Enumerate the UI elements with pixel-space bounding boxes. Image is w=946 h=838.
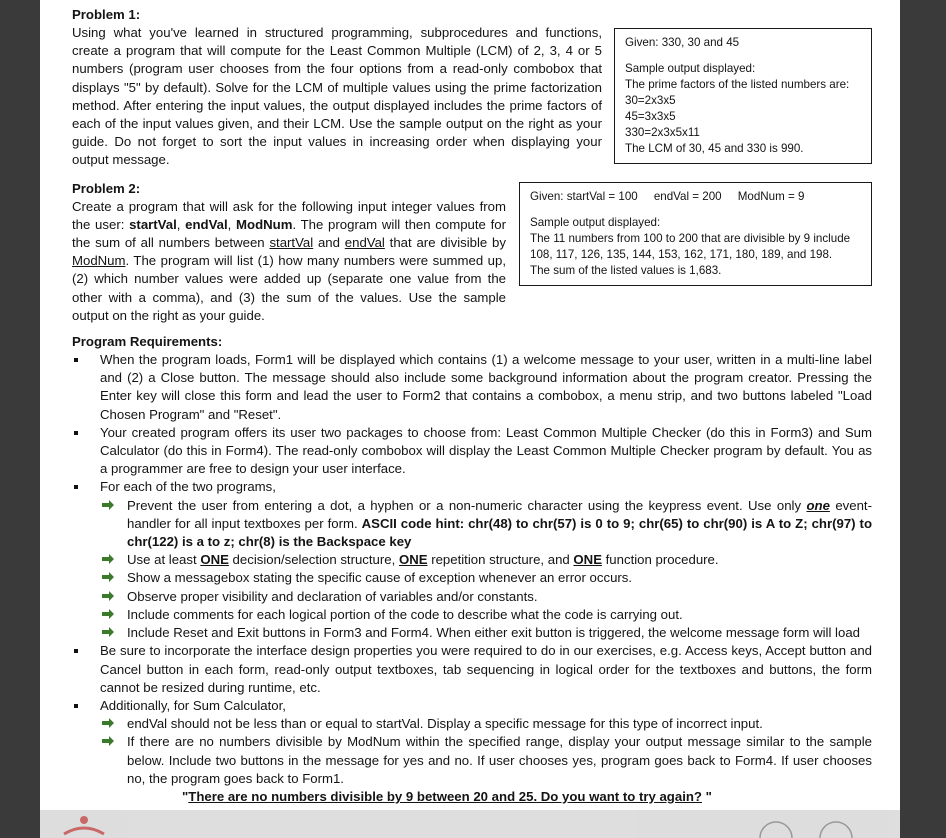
requirement-item: Additionally, for Sum Calculator, endVal should not be less than or equal to startVal. Display a specific message for this type of incorrect input. If there are no numbers divisible by ModNum within the specified range, display your output message similar to the sample below. Include two buttons in the message for yes and no. If user chooses yes, program goes back to Form4. If user chooses no, the program goes back to Form1. <box>72 697 872 788</box>
sub-requirements-list <box>100 497 872 643</box>
requirements-list <box>72 351 872 788</box>
square-bullet-icon <box>74 649 78 653</box>
problem1-text: Using what you've learned in structured programming, subprocedures and functions, create a program that will compute for the Least Common Multiple (LCM) of 2, 3, 4 or 5 numbers (program user chooses from the four options from a read-only combobox that displays "5" by default). Solve for the LCM of multiple values using the prime factorization method. After entering the input values, the output displayed includes the prime factors of each of the input values given, and their LCM. Use the sample output on the right as your guide. Do not forget to sort the input values in increasing order when displaying your output message. <box>72 25 602 168</box>
arrow-bullet-icon <box>101 626 115 638</box>
arrow-bullet-icon <box>101 553 115 565</box>
problem1-title: Problem 1: <box>72 7 141 22</box>
square-bullet-icon <box>74 485 78 489</box>
requirements-section <box>72 333 872 806</box>
problem2-sample-box <box>519 182 872 286</box>
problem2-title: Problem 2: <box>72 180 141 196</box>
sub-requirements-list <box>100 715 872 788</box>
problem1-sample-box <box>614 28 872 164</box>
problem1-sample-line: The LCM of 30, 45 and 330 is 990. <box>625 142 804 155</box>
requirement-item: Be sure to incorporate the interface design properties you were required to do in our exercises, e.g. Access keys, Accept button and Cancel button in each form, read-only output textboxes, tab sequencing in logical order for the textboxes and buttons, the form cannot be resized during runtime, etc. <box>72 642 872 697</box>
problem2-sample-line: The sum of the listed values is 1,683. <box>530 263 722 277</box>
sample-message-quote: "There are no numbers divisible by 9 between 20 and 25. Do you want to try again? " <box>182 788 712 804</box>
problem2-given: Given: startVal = 100 endVal = 200 ModNum = 9 <box>530 189 805 203</box>
arrow-bullet-icon <box>101 735 115 747</box>
sub-requirement-item: Show a messagebox stating the specific cause of exception whenever an error occurs. <box>100 569 872 587</box>
arrow-bullet-icon <box>101 717 115 729</box>
arrow-bullet-icon <box>101 590 115 602</box>
problem1-section <box>72 6 872 170</box>
page-footer-band <box>40 810 900 838</box>
problem2-text: Create a program that will ask for the following input integer values from the user: startVal, endVal, ModNum. The program will then compute for the sum of all numbers between startVal and endVal that are divisible by ModNum. The program will list (1) how many numbers were summed up, (2) which number values were added up (separate one value from the other with a comma), and (3) the sum of the values. Use the sample output on the right as your guide. <box>72 198 506 323</box>
problem2-sample-label: Sample output displayed: <box>530 215 661 229</box>
square-bullet-icon <box>74 431 78 435</box>
sub-requirement-item: Prevent the user from entering a dot, a hyphen or a non-numeric character using the keypress event. Use only one event-handler for all input textboxes per form. ASCII code hint: chr(48) to chr(57) is 0 to 9; chr(65) to chr(90) is A to Z; chr(97) to chr(122) is a to z; chr(8) is the Backspace key <box>100 497 872 552</box>
problem1-given: Given: 330, 30 and 45 <box>625 36 740 49</box>
problem1-sample-line: 30=2x3x5 <box>625 94 676 107</box>
arrow-bullet-icon <box>101 499 115 511</box>
square-bullet-icon <box>74 358 78 362</box>
requirement-item: For each of the two programs, Prevent the user from entering a dot, a hyphen or a non-numeric character using the keypress event. Use only one event-handler for all input textboxes per form. ASCII code hint: chr(48) to chr(57) is 0 to 9; chr(65) to chr(90) is A to Z; chr(97) to chr(122) is a to z; chr(8) is the Backspace key Use at least ONE decision/selection structure, ONE repetition structure, and ONE function procedure. Show a messagebox stating the specific cause of exception whenever an error occurs. Observe proper visibility and declaration of variables and/or constants. Include comments for each logical portion of the code to describe what the code is carrying out. Include Reset and Exit buttons in Form3 and Form4. When either exit button is triggered, the welcome message form will load <box>72 478 872 642</box>
sub-requirement-item: Include Reset and Exit buttons in Form3 and Form4. When either exit button is triggered, the welcome message form will load <box>100 624 872 642</box>
document-page <box>40 0 900 838</box>
requirement-item: When the program loads, Form1 will be displayed which contains (1) a welcome message to your user, written in a multi-line label and (2) a Close button. The message should also include some background information about the program creator. Pressing the Enter key will close this form and lead the user to Form2 that contains a combobox, a menu strip, and two buttons labeled "Load Chosen Program" and "Reset". <box>72 351 872 424</box>
problem1-sample-line: 45=3x3x5 <box>625 110 676 123</box>
sub-requirement-item: Include comments for each logical portion of the code to describe what the code is carrying out. <box>100 606 872 624</box>
square-bullet-icon <box>74 704 78 708</box>
problem1-sample-line: The prime factors of the listed numbers are: <box>625 78 850 91</box>
requirement-item: Your created program offers its user two packages to choose from: Least Common Multiple Checker (do this in Form3) and Sum Calculator (do this in Form4). The read-only combobox will display the Least Common Multiple Checker program by default. You as a programmer are free to design your user interface. <box>72 424 872 479</box>
sub-requirement-item: If there are no numbers divisible by ModNum within the specified range, display your output message similar to the sample below. Include two buttons in the message for yes and no. If user chooses yes, program goes back to Form4. If user chooses no, the program goes back to Form1. <box>100 733 872 788</box>
problem2-sample-line: The 11 numbers from 100 to 200 that are divisible by 9 include 108, 117, 126, 135, 144, 153, 162, 171, 180, 189, and 198. <box>530 231 851 261</box>
problem1-sample-line: 330=2x3x5x11 <box>625 126 700 139</box>
arrow-bullet-icon <box>101 571 115 583</box>
problem2-section <box>72 180 872 325</box>
arrow-bullet-icon <box>101 608 115 620</box>
problem1-sample-label: Sample output displayed: <box>625 62 756 75</box>
runner-logo-icon <box>54 814 114 838</box>
sub-requirement-item: Observe proper visibility and declaration of variables and/or constants. <box>100 588 872 606</box>
sub-requirement-item: Use at least ONE decision/selection structure, ONE repetition structure, and ONE function procedure. <box>100 551 872 569</box>
seal-logos-icon <box>740 820 860 838</box>
sub-requirement-item: endVal should not be less than or equal to startVal. Display a specific message for this type of incorrect input. <box>100 715 872 733</box>
document-content <box>72 6 872 806</box>
requirements-title: Program Requirements: <box>72 334 223 350</box>
